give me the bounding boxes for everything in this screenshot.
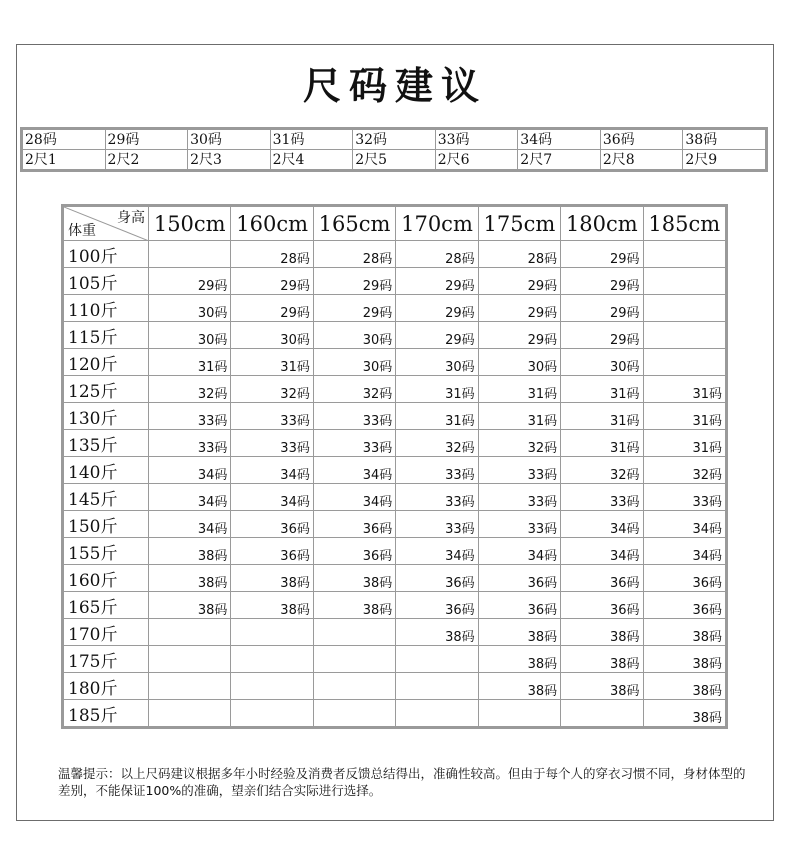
weight-label-cell: 105斤	[64, 268, 149, 295]
size-cell: 36码	[561, 592, 643, 619]
size-cell: 32码	[231, 376, 313, 403]
weight-label-cell: 185斤	[64, 700, 149, 727]
size-cell	[643, 295, 725, 322]
table-row	[64, 268, 726, 295]
size-cell: 38码	[478, 619, 560, 646]
size-cell: 36码	[396, 592, 478, 619]
conversion-waist-cell: 2尺3	[188, 150, 271, 170]
size-cell: 34码	[313, 457, 395, 484]
size-cell	[149, 619, 231, 646]
size-cell: 33码	[396, 511, 478, 538]
size-cell: 36码	[478, 592, 560, 619]
table-row	[64, 511, 726, 538]
size-cell: 32码	[313, 376, 395, 403]
table-row	[64, 538, 726, 565]
size-cell: 38码	[478, 673, 560, 700]
size-cell: 34码	[149, 511, 231, 538]
table-row	[64, 295, 726, 322]
size-cell	[313, 619, 395, 646]
size-cell: 33码	[478, 484, 560, 511]
size-cell: 33码	[396, 484, 478, 511]
corner-weight-label: 体重	[68, 223, 96, 239]
size-cell: 36码	[643, 592, 725, 619]
table-row	[64, 592, 726, 619]
height-header-cell: 170cm	[396, 207, 478, 241]
size-cell: 33码	[313, 403, 395, 430]
size-cell: 31码	[478, 376, 560, 403]
size-cell: 32码	[561, 457, 643, 484]
table-row	[64, 403, 726, 430]
size-cell	[313, 700, 395, 727]
size-cell: 33码	[643, 484, 725, 511]
size-cell: 38码	[561, 646, 643, 673]
conversion-size-cell: 30码	[188, 130, 271, 150]
weight-label-cell: 125斤	[64, 376, 149, 403]
weight-label-cell: 110斤	[64, 295, 149, 322]
conversion-waist-cell: 2尺7	[518, 150, 601, 170]
size-cell: 30码	[313, 349, 395, 376]
weight-label-cell: 115斤	[64, 322, 149, 349]
size-chart-table	[61, 204, 728, 729]
size-cell: 33码	[396, 457, 478, 484]
size-cell: 34码	[561, 511, 643, 538]
size-cell: 29码	[396, 322, 478, 349]
table-row	[64, 457, 726, 484]
size-cell: 33码	[231, 403, 313, 430]
size-cell: 38码	[643, 619, 725, 646]
size-cell: 36码	[561, 565, 643, 592]
size-cell: 29码	[478, 295, 560, 322]
size-cell	[396, 646, 478, 673]
size-cell: 34码	[643, 511, 725, 538]
size-cell: 30码	[396, 349, 478, 376]
size-cell: 33码	[149, 430, 231, 457]
height-header-cell: 185cm	[643, 207, 725, 241]
size-cell	[231, 646, 313, 673]
size-cell: 28码	[396, 241, 478, 268]
table-row	[64, 349, 726, 376]
size-cell: 30码	[561, 349, 643, 376]
size-cell: 29码	[561, 295, 643, 322]
height-header-cell: 165cm	[313, 207, 395, 241]
size-cell: 29码	[396, 295, 478, 322]
size-cell: 38码	[478, 646, 560, 673]
conversion-size-cell: 38码	[683, 130, 766, 150]
size-cell: 38码	[231, 565, 313, 592]
weight-label-cell: 160斤	[64, 565, 149, 592]
size-cell: 31码	[396, 376, 478, 403]
size-cell: 29码	[478, 268, 560, 295]
weight-label-cell: 180斤	[64, 673, 149, 700]
table-row	[64, 376, 726, 403]
conversion-size-cell: 29码	[105, 130, 188, 150]
conversion-waist-cell: 2尺2	[105, 150, 188, 170]
weight-label-cell: 140斤	[64, 457, 149, 484]
size-cell	[231, 619, 313, 646]
size-cell	[396, 673, 478, 700]
conversion-waist-row	[23, 150, 766, 170]
size-cell	[149, 646, 231, 673]
size-cell	[478, 700, 560, 727]
conversion-waist-cell: 2尺4	[270, 150, 353, 170]
weight-label-cell: 130斤	[64, 403, 149, 430]
size-cell: 29码	[561, 268, 643, 295]
size-cell: 38码	[643, 646, 725, 673]
size-cell: 29码	[231, 268, 313, 295]
size-cell: 34码	[396, 538, 478, 565]
size-cell	[149, 700, 231, 727]
size-cell: 34码	[478, 538, 560, 565]
table-row	[64, 565, 726, 592]
table-row	[64, 700, 726, 727]
conversion-waist-cell: 2尺5	[353, 150, 436, 170]
height-header-cell: 150cm	[149, 207, 231, 241]
size-cell: 31码	[643, 430, 725, 457]
size-cell: 36码	[478, 565, 560, 592]
size-cell: 38码	[313, 592, 395, 619]
size-cell	[396, 700, 478, 727]
table-row	[64, 673, 726, 700]
size-cell: 30码	[149, 322, 231, 349]
size-cell: 31码	[561, 430, 643, 457]
size-cell: 38码	[643, 673, 725, 700]
size-cell: 31码	[231, 349, 313, 376]
size-cell: 36码	[313, 538, 395, 565]
size-cell: 29码	[478, 322, 560, 349]
size-cell: 30码	[313, 322, 395, 349]
size-cell: 38码	[149, 565, 231, 592]
size-cell: 29码	[561, 241, 643, 268]
conversion-size-cell: 32码	[353, 130, 436, 150]
weight-label-cell: 165斤	[64, 592, 149, 619]
conversion-waist-cell: 2尺9	[683, 150, 766, 170]
size-cell: 34码	[313, 484, 395, 511]
size-cell: 33码	[149, 403, 231, 430]
size-cell: 38码	[149, 592, 231, 619]
size-cell: 38码	[313, 565, 395, 592]
height-header-cell: 175cm	[478, 207, 560, 241]
conversion-waist-cell: 2尺1	[23, 150, 106, 170]
size-cell	[561, 700, 643, 727]
size-cell: 34码	[231, 457, 313, 484]
size-cell: 34码	[149, 457, 231, 484]
size-cell: 29码	[313, 268, 395, 295]
size-conversion-table	[20, 127, 768, 172]
size-cell: 33码	[561, 484, 643, 511]
size-cell: 28码	[231, 241, 313, 268]
conversion-size-cell: 31码	[270, 130, 353, 150]
weight-label-cell: 120斤	[64, 349, 149, 376]
table-row	[64, 241, 726, 268]
size-cell	[643, 241, 725, 268]
weight-label-cell: 150斤	[64, 511, 149, 538]
weight-label-cell: 135斤	[64, 430, 149, 457]
conversion-size-row	[23, 130, 766, 150]
height-header-cell: 180cm	[561, 207, 643, 241]
size-cell: 33码	[478, 457, 560, 484]
conversion-waist-cell: 2尺8	[600, 150, 683, 170]
size-cell: 31码	[396, 403, 478, 430]
size-cell: 29码	[313, 295, 395, 322]
corner-height-label: 身高	[117, 210, 145, 226]
size-cell: 38码	[561, 619, 643, 646]
size-cell: 34码	[643, 538, 725, 565]
size-cell: 33码	[231, 430, 313, 457]
size-cell	[313, 646, 395, 673]
size-cell: 34码	[149, 484, 231, 511]
size-cell: 31码	[643, 403, 725, 430]
size-cell: 38码	[643, 700, 725, 727]
conversion-size-cell: 34码	[518, 130, 601, 150]
size-cell: 29码	[561, 322, 643, 349]
size-cell: 36码	[396, 565, 478, 592]
size-cell: 36码	[231, 511, 313, 538]
conversion-waist-cell: 2尺6	[435, 150, 518, 170]
height-header-row	[64, 207, 726, 241]
size-cell: 36码	[231, 538, 313, 565]
corner-cell	[64, 207, 149, 241]
size-cell: 34码	[231, 484, 313, 511]
size-cell	[149, 673, 231, 700]
size-cell: 29码	[149, 268, 231, 295]
size-cell: 31码	[561, 403, 643, 430]
weight-label-cell: 145斤	[64, 484, 149, 511]
weight-label-cell: 155斤	[64, 538, 149, 565]
size-cell: 31码	[643, 376, 725, 403]
weight-label-cell: 100斤	[64, 241, 149, 268]
table-row	[64, 430, 726, 457]
weight-label-cell: 175斤	[64, 646, 149, 673]
size-cell: 34码	[561, 538, 643, 565]
table-row	[64, 619, 726, 646]
size-cell: 38码	[149, 538, 231, 565]
size-cell: 31码	[478, 403, 560, 430]
size-cell: 30码	[149, 295, 231, 322]
table-row	[64, 484, 726, 511]
conversion-size-cell: 33码	[435, 130, 518, 150]
size-cell	[643, 268, 725, 295]
conversion-size-cell: 36码	[600, 130, 683, 150]
size-cell: 36码	[643, 565, 725, 592]
size-cell: 28码	[313, 241, 395, 268]
size-cell	[231, 700, 313, 727]
page-title: 尺码建议	[302, 64, 487, 108]
size-cell	[149, 241, 231, 268]
size-cell: 30码	[478, 349, 560, 376]
size-cell: 31码	[149, 349, 231, 376]
size-cell: 31码	[561, 376, 643, 403]
size-cell: 38码	[396, 619, 478, 646]
size-cell	[643, 322, 725, 349]
table-row	[64, 646, 726, 673]
size-cell: 29码	[231, 295, 313, 322]
tip-note: 温馨提示：以上尺码建议根据多年小时经验及消费者反馈总结得出，准确性较高。但由于每个人的穿衣习惯不同，身材体型的差别，不能保证100%的准确，望亲们结合实际进行选择。	[58, 766, 746, 798]
size-cell: 32码	[478, 430, 560, 457]
size-cell: 38码	[561, 673, 643, 700]
size-cell	[643, 349, 725, 376]
table-row	[64, 322, 726, 349]
size-cell: 32码	[643, 457, 725, 484]
size-cell: 32码	[149, 376, 231, 403]
conversion-size-cell: 28码	[23, 130, 106, 150]
weight-label-cell: 170斤	[64, 619, 149, 646]
height-header-cell: 160cm	[231, 207, 313, 241]
size-cell	[231, 673, 313, 700]
size-cell: 29码	[396, 268, 478, 295]
size-cell: 33码	[313, 430, 395, 457]
size-cell: 38码	[231, 592, 313, 619]
size-cell: 28码	[478, 241, 560, 268]
size-cell: 36码	[313, 511, 395, 538]
size-cell: 33码	[478, 511, 560, 538]
size-cell	[313, 673, 395, 700]
size-cell: 30码	[231, 322, 313, 349]
size-cell: 32码	[396, 430, 478, 457]
